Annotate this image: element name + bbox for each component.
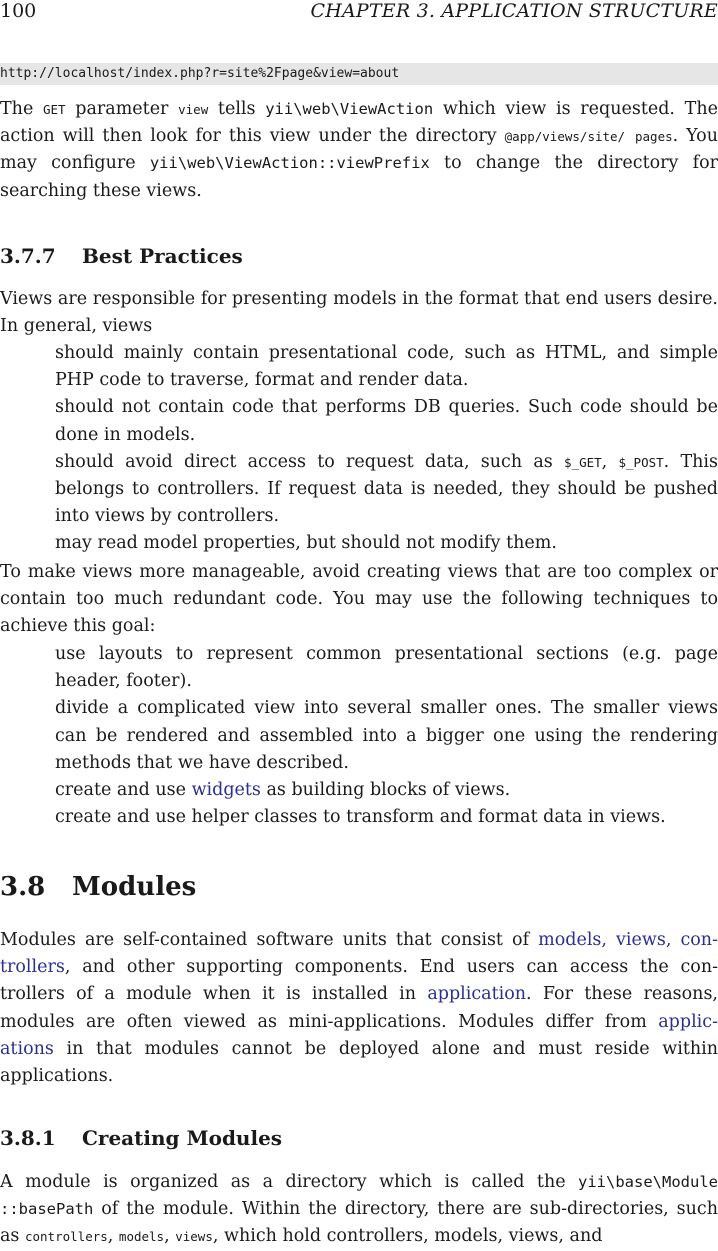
text: , which hold controllers, models, views, and bbox=[212, 1226, 603, 1247]
manageable-views-paragraph: To make views more manageable, avoid creating views that are too complex or contain too much redundant code. You may use the following techniques to achieve this goal: bbox=[0, 562, 718, 637]
text: , and other supporting components. End users can access the con-trollers of a module when it is installed in bbox=[0, 957, 718, 1005]
list-item bbox=[55, 777, 718, 804]
list-item: may read model properties, but should not modify them. bbox=[55, 533, 557, 554]
url-code-block: http://localhost/index.php?r=site%2Fpage&view=about bbox=[0, 63, 718, 85]
list-item: use layouts to represent common presentational sections (e.g. page header, footer). bbox=[55, 644, 718, 692]
text: The bbox=[0, 99, 43, 119]
text: of the module. Within the directory, there are sub-directories, such as bbox=[0, 1199, 718, 1247]
inline-code-viewprefix: yii\web\ViewAction::viewPrefix bbox=[149, 154, 430, 173]
text: in that modules cannot be deployed alone and must reside within applications. bbox=[0, 1038, 718, 1087]
text: create and use bbox=[55, 780, 192, 801]
text: A module is organized as a directory which is called the bbox=[0, 1172, 579, 1192]
inline-code-models: models bbox=[118, 1229, 165, 1245]
text: , bbox=[164, 1226, 176, 1247]
inline-code-controllers: controllers bbox=[24, 1229, 108, 1245]
text: . You may configure bbox=[0, 126, 718, 174]
list-item: create and use helper classes to transform and format data in views. bbox=[55, 807, 666, 828]
best-practices-intro: Views are responsible for presenting models in the format that end users desire. In general, views bbox=[0, 289, 718, 337]
inline-code-views: views bbox=[175, 1229, 213, 1245]
subsection-heading-creating-modules bbox=[0, 1126, 282, 1150]
views-guidelines-list bbox=[0, 340, 718, 558]
list-item: should mainly contain presentational code, such as HTML, and simple PHP code to traverse, format and render data. bbox=[55, 343, 718, 391]
inline-code-get: GET bbox=[43, 102, 66, 117]
inline-code-view: view bbox=[178, 102, 209, 117]
inline-code-post: $_POST bbox=[618, 454, 664, 470]
subsection-title: Best Practices bbox=[82, 244, 243, 268]
running-header bbox=[0, 0, 718, 24]
applications-link[interactable]: applic-ations bbox=[0, 1011, 718, 1059]
subsection-number: 3.7.7 bbox=[0, 244, 56, 268]
widgets-link[interactable]: widgets bbox=[191, 780, 261, 801]
section-number: 3.8 bbox=[0, 872, 46, 902]
modules-intro-paragraph bbox=[0, 927, 718, 1090]
text: as building blocks of views. bbox=[260, 780, 511, 801]
techniques-list bbox=[0, 641, 718, 831]
text: tells bbox=[208, 99, 266, 119]
chapter-title: CHAPTER 3. APPLICATION STRUCTURE bbox=[310, 0, 718, 22]
subsection-number: 3.8.1 bbox=[0, 1126, 56, 1150]
page-number: 100 bbox=[0, 0, 37, 22]
models-views-controllers-link[interactable]: models, views, con-trollers bbox=[0, 930, 718, 978]
viewaction-paragraph bbox=[0, 96, 718, 205]
text: , bbox=[601, 451, 619, 472]
text: parameter bbox=[65, 99, 179, 119]
text: which view is requested. The action will then look for this view under the directory bbox=[0, 99, 718, 147]
inline-code-directory: @app/views/site/ pages bbox=[504, 129, 673, 145]
subsection-title: Creating Modules bbox=[82, 1126, 283, 1150]
application-link[interactable]: application bbox=[427, 984, 527, 1005]
text: should avoid direct access to request data, such as bbox=[55, 451, 565, 472]
inline-code-basepath: yii\base\Module ::basePath bbox=[0, 1173, 718, 1219]
subsection-heading-best-practices bbox=[0, 244, 243, 268]
list-item: should not contain code that performs DB queries. Such code should be done in models. bbox=[55, 397, 718, 445]
list-item bbox=[55, 449, 718, 531]
text: to change the directory for searching these views. bbox=[0, 153, 718, 201]
text: Modules are self-contained software units that consist of bbox=[0, 930, 539, 950]
text: , bbox=[107, 1226, 119, 1247]
inline-code-get: $_GET bbox=[564, 454, 602, 470]
inline-code-viewaction: yii\web\ViewAction bbox=[265, 100, 434, 118]
section-title: Modules bbox=[72, 872, 197, 902]
section-heading-modules bbox=[0, 872, 196, 902]
creating-modules-paragraph bbox=[0, 1169, 718, 1251]
text: . For these reasons, modules are often viewed as mini-applications. Modules differ from bbox=[0, 984, 718, 1032]
text: . This belongs to controllers. If request data is needed, they should be pushed into views by controllers. bbox=[55, 451, 718, 527]
list-item: divide a complicated view into several smaller ones. The smaller views can be rendered and assembled into a bigger one using the rendering methods that we have described. bbox=[55, 698, 718, 773]
